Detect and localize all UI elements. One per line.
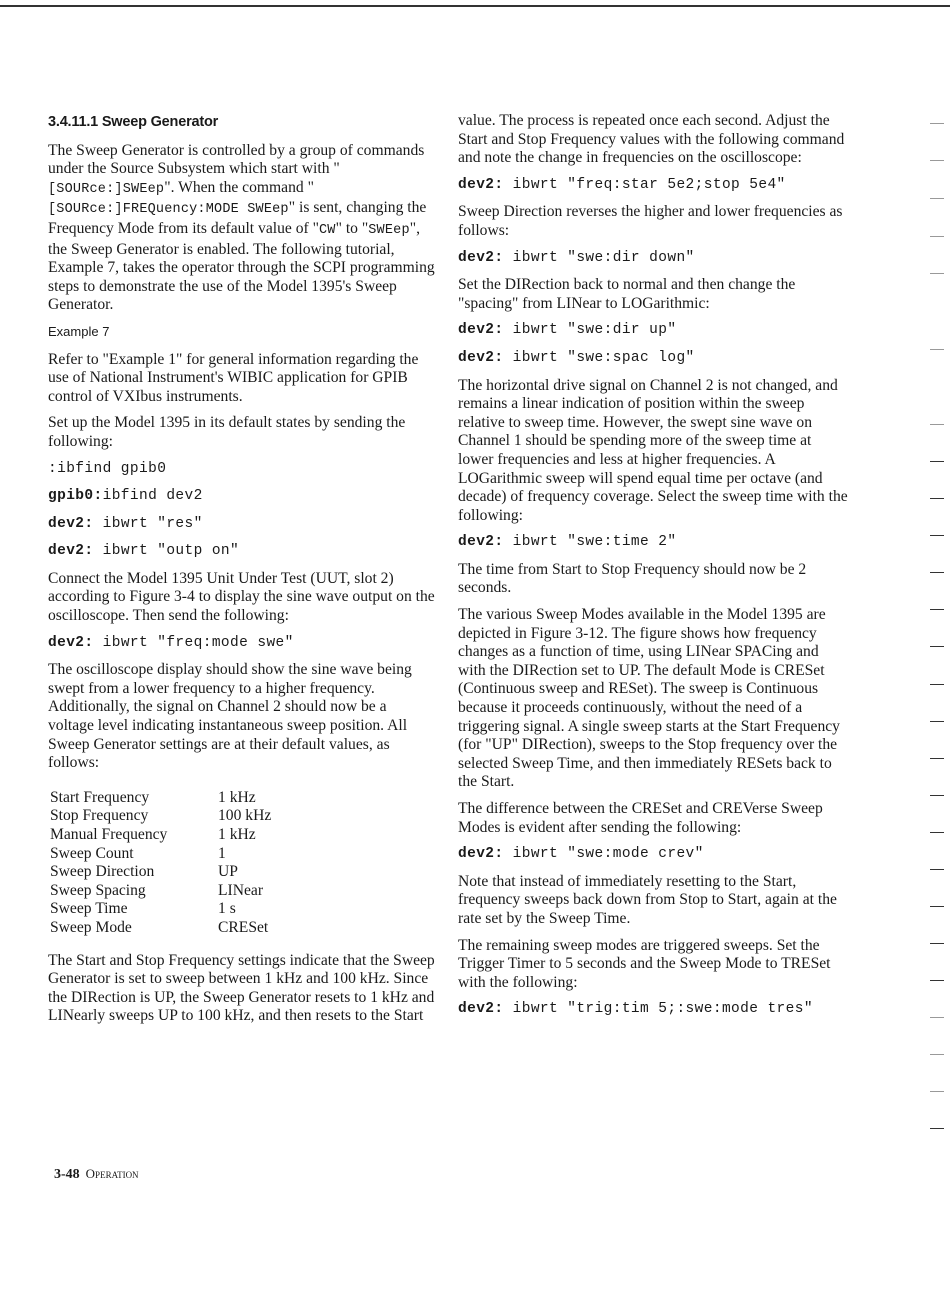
margin-tick (930, 721, 944, 722)
paragraph: The difference between the CRESet and CREVerse Sweep Modes is evident after sending the following: (458, 800, 823, 836)
margin-tick (930, 609, 944, 610)
command-line: :ibfind gpib0 (48, 460, 167, 477)
paragraph: The remaining sweep modes are triggered sweeps. Set the Trigger Timer to 5 seconds and the Sweep Mode to TRESet with the following: (458, 936, 831, 991)
paragraph: The oscilloscope display should show the sine wave being swept from a lower frequency to a higher frequency. Additionally, the signal on Channel 2 should now be a voltage level indicating instantaneous sweep position. All Sweep Generator settings are at their default values, as follows: (48, 661, 412, 772)
footer-section: Operation (85, 1166, 139, 1181)
margin-tick (930, 535, 944, 536)
command-line: dev2: ibwrt "swe:time 2" (458, 534, 677, 551)
margin-tick (930, 906, 944, 907)
paragraph: The Start and Stop Frequency settings indicate that the Sweep Generator is set to sweep between 1 kHz and 100 kHz. Since the DIRection is UP, the Sweep Generator resets to 1 kHz and LINearly sweeps UP to 100 kHz, and then resets to the Start (48, 951, 435, 1025)
margin-tick (930, 795, 944, 796)
paragraph: The time from Start to Stop Frequency should now be 2 seconds. (458, 560, 807, 597)
command-line: dev2: ibwrt "freq:mode swe" (48, 634, 294, 651)
command-line: dev2: ibwrt "freq:star 5e2;stop 5e4" (458, 176, 786, 193)
margin-tick (930, 123, 944, 124)
settings-row: Stop Frequency 100 kHz (50, 807, 272, 825)
example-heading: Example 7 (48, 323, 110, 339)
intro-paragraph: The Sweep Generator is controlled by a group of commands under the Source Subsystem which start with "[SOURce:]SWEep". When the command "[SOURce:]FREQuency:MODE SWEep" is sent, changing the Frequency Mode from its default value of "CW" to "SWEep", the Sweep Generator is enabled. The following tutorial, Example 7, takes the operator through the SCPI programming steps to demonstrate the use of the Model 1395's Sweep Generator. (48, 141, 435, 314)
margin-tick (930, 758, 944, 759)
margin-tick (930, 236, 944, 237)
margin-tick (930, 646, 944, 647)
page-footer (54, 1166, 139, 1183)
settings-row: Sweep Direction UP (50, 863, 238, 881)
settings-row: Sweep Count 1 (50, 844, 226, 862)
margin-tick (930, 980, 944, 981)
margin-tick (930, 198, 944, 199)
command-line: dev2: ibwrt "res" (48, 515, 203, 532)
settings-row: Manual Frequency 1 kHz (50, 826, 256, 843)
top-rule (0, 5, 950, 7)
margin-tick (930, 349, 944, 350)
paragraph: The various Sweep Modes available in the Model 1395 are depicted in Figure 3-12. The figure shows how frequency changes as a function of time, using LINear SPACing and with the DIRection set to UP. The default Mode is CRESet (Continuous sweep and RESet). The sweep is Continuous because it proceeds continuously, without the need of a triggering signal. A single sweep starts at the Start Frequency (for "UP" DIRection), sweeps to the Stop frequency over the selected Sweep Time, and then immediately RESets back to the Start. (458, 606, 840, 791)
page-number: 3-48 (54, 1167, 80, 1182)
paragraph: Note that instead of immediately resetting to the Start, frequency sweeps back down from Stop to Start, again at the rate set by the Sweep Time. (458, 872, 837, 927)
margin-tick (930, 1128, 944, 1129)
margin-tick (930, 1091, 944, 1092)
margin-tick (930, 160, 944, 161)
settings-row: Sweep Spacing LINear (50, 881, 264, 899)
margin-tick (930, 869, 944, 870)
margin-tick (930, 572, 944, 573)
left-column (48, 112, 436, 1034)
margin-tick (930, 1054, 944, 1055)
paragraph: Set up the Model 1395 in its default states by sending the following: (48, 414, 406, 450)
command-line: dev2: ibwrt "swe:mode crev" (458, 846, 704, 863)
default-settings-table (50, 789, 271, 938)
paragraph: The horizontal drive signal on Channel 2 is not changed, and remains a linear indication of position within the sweep relative to sweep time. However, the swept sine wave on Channel 1 should be spending more of the sweep time at lower frequencies and less at higher frequencies. A LOGarithmic sweep will spend equal time per octave (and decade) of frequency coverage. Select the sweep time with the following: (458, 376, 848, 524)
margin-tick (930, 424, 944, 425)
paragraph: value. The process is repeated once each second. Adjust the Start and Stop Frequency values with the following command and note the change in frequencies on the oscilloscope: (458, 112, 845, 167)
command-line: dev2: ibwrt "trig:tim 5;:swe:mode tres" (458, 1001, 813, 1018)
command-line: dev2: ibwrt "swe:dir up" (458, 322, 677, 339)
settings-row: Start Frequency 1 kHz (50, 788, 256, 806)
right-column (458, 112, 850, 1028)
command-line: dev2: ibwrt "outp on" (48, 543, 240, 560)
paragraph: Sweep Direction reverses the higher and lower frequencies as follows: (458, 203, 843, 239)
margin-tick (930, 943, 944, 944)
margin-tick (930, 273, 944, 274)
paragraph: Connect the Model 1395 Unit Under Test (UUT, slot 2) according to Figure 3-4 to display the sine wave output on the oscilloscope. Then send the following: (48, 569, 435, 625)
command-line: dev2: ibwrt "swe:spac log" (458, 349, 695, 366)
section-heading: 3.4.11.1 Sweep Generator (48, 114, 219, 130)
command-line: gpib0:ibfind dev2 (48, 488, 203, 505)
settings-row: Sweep Mode CRESet (50, 918, 269, 936)
margin-tick (930, 684, 944, 685)
command-line: dev2: ibwrt "swe:dir down" (458, 249, 695, 266)
margin-tick (930, 1017, 944, 1018)
margin-tick (930, 832, 944, 833)
paragraph: Set the DIRection back to normal and then change the "spacing" from LINear to LOGarithmic: (458, 276, 796, 312)
margin-tick (930, 498, 944, 499)
paragraph: Refer to "Example 1" for general information regarding the use of National Instrument's WIBIC application for GPIB control of VXIbus instruments. (48, 350, 419, 405)
settings-row: Sweep Time 1 s (50, 900, 236, 918)
margin-tick (930, 461, 944, 462)
